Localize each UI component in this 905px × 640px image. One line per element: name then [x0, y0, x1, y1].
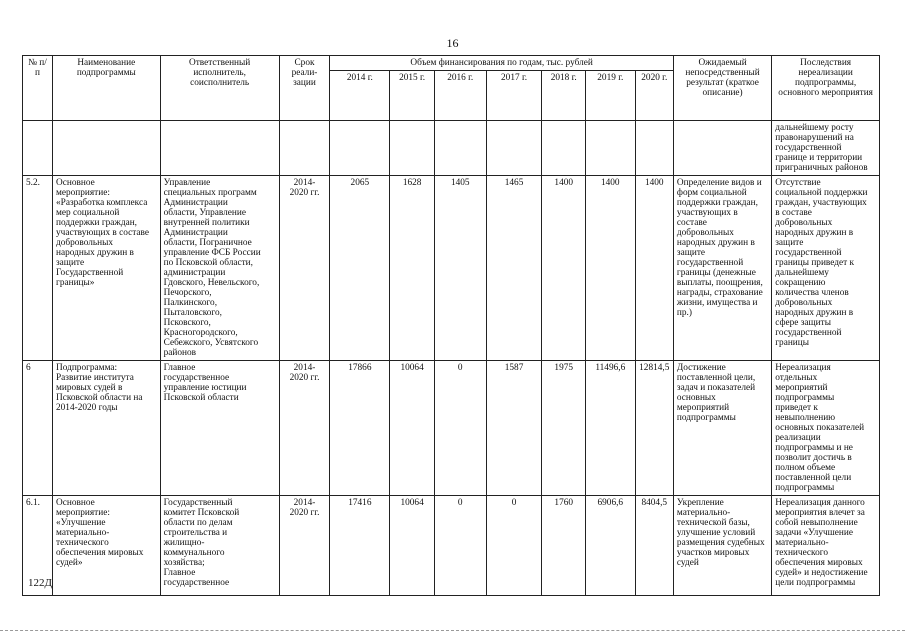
row-responsible: Управление специальных программ Администрации области, Управление внутренней политики Администрации области, Пограничное управление ФСБ России по Псковской области, администрации Гдовского, Невельского, Печорского, Палкинского, Пыталовского, Псковского, Красногородского, Себежского, Усвятского районов	[160, 176, 279, 361]
header-funding: Объем финансирования по годам, тыс. рублей	[330, 56, 674, 71]
header-responsible: Ответственный исполнитель, соисполнитель	[160, 56, 279, 121]
header-year-2020: 2020 г.	[635, 71, 673, 121]
header-consequences: Последствия нереализации подпрограммы, основного мероприятия	[772, 56, 880, 121]
row-term: 2014- 2020 гг.	[279, 176, 330, 361]
row-name: Основное мероприятие: «Улучшение материально- технического обеспечения мировых судей»	[53, 496, 161, 596]
row-term: 2014- 2020 гг.	[279, 361, 330, 496]
row-value-2019: 11496,6	[585, 361, 635, 496]
funding-table	[22, 55, 880, 596]
row-value-2017: 1587	[486, 361, 542, 496]
row-value-2016: 0	[434, 361, 486, 496]
row-consequences: Отсутствие социальной поддержки граждан, участвующих в составе добровольных народных дружин в защите государственной границы приведет к дальнейшему сокращению количества членов добровольных народных дружин в сфере защиты государственной границы	[772, 176, 880, 361]
row-consequences: Нереализация отдельных мероприятий подпрограммы приведет к невыполнению основных показателей реализации подпрограммы и не позволит достичь в полном объеме поставленной цели подпрограммы	[772, 361, 880, 496]
row-value-2016: 0	[434, 496, 486, 596]
row-value-2020: 12814,5	[635, 361, 673, 496]
page-number: 16	[446, 36, 459, 50]
row-value-2014: 17866	[330, 361, 390, 496]
row-value-2015: 10064	[390, 361, 435, 496]
row-num: 6.1.	[23, 496, 53, 596]
header-year-2015: 2015 г.	[390, 71, 435, 121]
row-name: Подпрограмма: Развитие института мировых судей в Псковской области на 2014-2020 годы	[53, 361, 161, 496]
row-consequences: Нереализация данного мероприятия влечет за собой невыполнение задачи «Улучшение материально- технического обеспечения мировых судей» и недостижение цели подпрограммы	[772, 496, 880, 596]
row-value-2017: 1465	[486, 176, 542, 361]
table-row	[23, 496, 880, 596]
document-code: 122Д	[28, 577, 53, 589]
row-value-2014: 17416	[330, 496, 390, 596]
table-row	[23, 176, 880, 361]
table-row-continued	[23, 121, 880, 176]
header-num: № п/п	[23, 56, 53, 121]
row-expected: Достижение поставленной цели, задач и показателей основных мероприятий подпрограммы	[673, 361, 771, 496]
table-row	[23, 361, 880, 496]
row-value-2020: 8404,5	[635, 496, 673, 596]
header-name: Наименование подпрограммы	[53, 56, 161, 121]
row-value-2015: 1628	[390, 176, 435, 361]
row-value-2016: 1405	[434, 176, 486, 361]
row-value-2018: 1760	[542, 496, 585, 596]
row-num: 6	[23, 361, 53, 496]
row-value-2018: 1975	[542, 361, 585, 496]
continued-consequences-cell: дальнейшему росту правонарушений на государственной границе и территории приграничных районов	[772, 121, 880, 176]
page-edge-divider	[0, 630, 905, 632]
row-name: Основное мероприятие: «Разработка комплекса мер социальной поддержки граждан, участвующих в составе добровольных народных дружин в защите Государственной границы»	[53, 176, 161, 361]
row-expected: Укрепление материально- технической базы, улучшение условий размещения судебных участков мировых судей	[673, 496, 771, 596]
row-expected: Определение видов и форм социальной поддержки граждан, участвующих в составе добровольных народных дружин в защите государственной границы (денежные выплаты, поощрения, награды, страхование жизни, имущества и пр.)	[673, 176, 771, 361]
header-year-2014: 2014 г.	[330, 71, 390, 121]
row-term: 2014- 2020 гг.	[279, 496, 330, 596]
header-year-2019: 2019 г.	[585, 71, 635, 121]
row-value-2015: 10064	[390, 496, 435, 596]
row-responsible: Главное государственное управление юстиции Псковской области	[160, 361, 279, 496]
row-value-2014: 2065	[330, 176, 390, 361]
row-value-2018: 1400	[542, 176, 585, 361]
header-expected: Ожидаемый непосредственный результат (краткое описание)	[673, 56, 771, 121]
row-value-2019: 1400	[585, 176, 635, 361]
header-year-2016: 2016 г.	[434, 71, 486, 121]
row-num: 5.2.	[23, 176, 53, 361]
row-responsible: Государственный комитет Псковской области по делам строительства и жилищно- коммунального хозяйства; Главное государственное	[160, 496, 279, 596]
row-value-2020: 1400	[635, 176, 673, 361]
header-term: Срок реали-зации	[279, 56, 330, 121]
header-year-2018: 2018 г.	[542, 71, 585, 121]
header-year-2017: 2017 г.	[486, 71, 542, 121]
row-value-2017: 0	[486, 496, 542, 596]
row-value-2019: 6906,6	[585, 496, 635, 596]
